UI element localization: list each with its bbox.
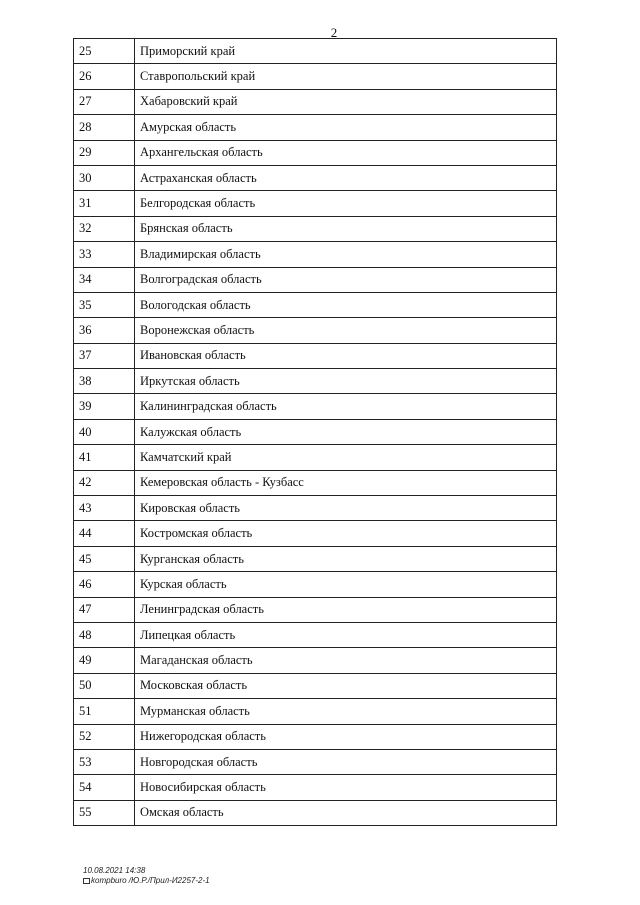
row-number: 51 — [74, 699, 135, 724]
row-number: 46 — [74, 572, 135, 597]
row-number: 54 — [74, 775, 135, 800]
regions-table-body — [74, 39, 557, 826]
table-row — [74, 572, 557, 597]
region-name: Астраханская область — [135, 165, 557, 190]
region-name: Ставропольский край — [135, 64, 557, 89]
row-number: 32 — [74, 216, 135, 241]
table-row — [74, 64, 557, 89]
footer-document-ref-line — [83, 876, 210, 886]
region-name: Архангельская область — [135, 140, 557, 165]
region-name: Кемеровская область - Кузбасс — [135, 470, 557, 495]
table-row — [74, 749, 557, 774]
row-number: 29 — [74, 140, 135, 165]
row-number: 48 — [74, 622, 135, 647]
region-name: Калининградская область — [135, 394, 557, 419]
row-number: 42 — [74, 470, 135, 495]
table-row — [74, 521, 557, 546]
row-number: 35 — [74, 292, 135, 317]
table-row — [74, 496, 557, 521]
region-name: Липецкая область — [135, 622, 557, 647]
row-number: 43 — [74, 496, 135, 521]
table-row — [74, 39, 557, 64]
row-number: 30 — [74, 165, 135, 190]
row-number: 37 — [74, 343, 135, 368]
region-name: Брянская область — [135, 216, 557, 241]
row-number: 45 — [74, 546, 135, 571]
table-row — [74, 140, 557, 165]
region-name: Хабаровский край — [135, 89, 557, 114]
table-row — [74, 89, 557, 114]
region-name: Мурманская область — [135, 699, 557, 724]
table-row — [74, 216, 557, 241]
table-row — [74, 470, 557, 495]
region-name: Курская область — [135, 572, 557, 597]
document-footer — [83, 866, 210, 886]
region-name: Амурская область — [135, 115, 557, 140]
region-name: Московская область — [135, 673, 557, 698]
row-number: 47 — [74, 597, 135, 622]
row-number: 49 — [74, 648, 135, 673]
table-row — [74, 292, 557, 317]
table-row — [74, 242, 557, 267]
region-name: Иркутская область — [135, 369, 557, 394]
region-name: Приморский край — [135, 39, 557, 64]
table-row — [74, 394, 557, 419]
table-row — [74, 724, 557, 749]
row-number: 28 — [74, 115, 135, 140]
row-number: 36 — [74, 318, 135, 343]
region-name: Омская область — [135, 800, 557, 825]
region-name: Ленинградская область — [135, 597, 557, 622]
table-row — [74, 775, 557, 800]
table-row — [74, 419, 557, 444]
document-icon — [83, 878, 90, 884]
row-number: 34 — [74, 267, 135, 292]
row-number: 27 — [74, 89, 135, 114]
region-name: Вологодская область — [135, 292, 557, 317]
row-number: 40 — [74, 419, 135, 444]
row-number: 39 — [74, 394, 135, 419]
footer-document-ref: kompburo /Ю.Р./Прил-И2257-2-1 — [91, 876, 210, 885]
region-name: Воронежская область — [135, 318, 557, 343]
region-name: Владимирская область — [135, 242, 557, 267]
table-row — [74, 369, 557, 394]
table-row — [74, 115, 557, 140]
table-row — [74, 699, 557, 724]
table-row — [74, 546, 557, 571]
row-number: 50 — [74, 673, 135, 698]
row-number: 31 — [74, 191, 135, 216]
row-number: 38 — [74, 369, 135, 394]
table-row — [74, 445, 557, 470]
row-number: 25 — [74, 39, 135, 64]
region-name: Калужская область — [135, 419, 557, 444]
table-row — [74, 800, 557, 825]
regions-table — [73, 38, 557, 826]
region-name: Курганская область — [135, 546, 557, 571]
region-name: Камчатский край — [135, 445, 557, 470]
table-row — [74, 622, 557, 647]
region-name: Кировская область — [135, 496, 557, 521]
page-number: 2 — [330, 25, 338, 40]
table-row — [74, 165, 557, 190]
row-number: 33 — [74, 242, 135, 267]
table-row — [74, 597, 557, 622]
row-number: 52 — [74, 724, 135, 749]
region-name: Белгородская область — [135, 191, 557, 216]
table-row — [74, 318, 557, 343]
region-name: Нижегородская область — [135, 724, 557, 749]
region-name: Новосибирская область — [135, 775, 557, 800]
footer-timestamp: 10.08.2021 14:38 — [83, 866, 146, 875]
region-name: Магаданская область — [135, 648, 557, 673]
table-row — [74, 343, 557, 368]
row-number: 55 — [74, 800, 135, 825]
row-number: 26 — [74, 64, 135, 89]
row-number: 44 — [74, 521, 135, 546]
table-row — [74, 267, 557, 292]
table-row — [74, 673, 557, 698]
table-row — [74, 191, 557, 216]
row-number: 41 — [74, 445, 135, 470]
table-row — [74, 648, 557, 673]
region-name: Костромская область — [135, 521, 557, 546]
region-name: Волгоградская область — [135, 267, 557, 292]
region-name: Новгородская область — [135, 749, 557, 774]
region-name: Ивановская область — [135, 343, 557, 368]
row-number: 53 — [74, 749, 135, 774]
